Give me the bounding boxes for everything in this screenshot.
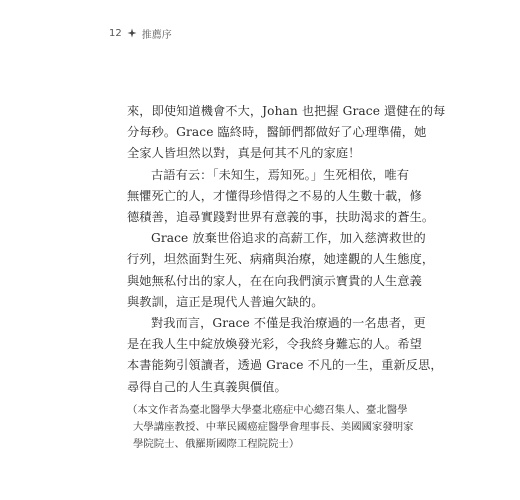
note-line: 大學講座教授、中華民國癌症醫學會理事長、美國國家發明家 [133, 420, 414, 433]
paragraph-4 [127, 313, 443, 398]
paragraph-1 [127, 101, 446, 165]
body-text [127, 101, 446, 453]
text-line: 與教訓，這正是現代人普遍欠缺的。 [127, 294, 324, 309]
text-line: 行列，坦然面對生死、病痛與治療，她達觀的人生態度， [127, 252, 435, 267]
text-line: 對我而言，Grace 不僅是我治療過的一名患者，更 [151, 316, 426, 331]
text-line: 分每秒。Grace 臨終時，醫師們都做好了心理準備，她 [127, 125, 427, 140]
note-line: （本文作者為臺北醫學大學臺北癌症中心總召集人、臺北醫學 [127, 403, 408, 416]
text-line: 無懼死亡的人，才懂得珍惜得之不易的人生數十載，修 [127, 188, 422, 203]
note-line: 學院院士、俄羅斯國際工程院院士） [133, 437, 300, 450]
page-number: 12 [109, 27, 122, 39]
author-note [127, 402, 414, 453]
text-line: 來，即使知道機會不大，Johan 也把握 Grace 還健在的每 [127, 104, 446, 118]
star-ornament-icon [127, 28, 137, 38]
text-line: 全家人皆坦然以對，真是何其不凡的家庭！ [127, 146, 361, 161]
paragraph-2 [127, 165, 435, 229]
text-line: 尋得自己的人生真義與價值。 [127, 379, 287, 394]
text-line: 德積善，追尋實踐對世界有意義的事，扶助渴求的蒼生。 [127, 210, 435, 225]
paragraph-3 [127, 228, 435, 313]
text-line: Grace 放棄世俗追求的高薪工作，加入慈濟救世的 [151, 231, 426, 246]
text-line: 古語有云：「未知生，焉知死。」生死相依，唯有 [151, 167, 410, 182]
running-head [109, 26, 172, 40]
text-line: 是在我人生中綻放煥發光彩，令我終身難忘的人。希望 [127, 337, 422, 352]
section-title: 推薦序 [141, 29, 172, 41]
text-line: 與她無私付出的家人，在在向我們演示寶貴的人生意義 [127, 273, 422, 288]
text-line: 本書能夠引領讀者，透過 Grace 不凡的一生，重新反思， [127, 358, 443, 373]
